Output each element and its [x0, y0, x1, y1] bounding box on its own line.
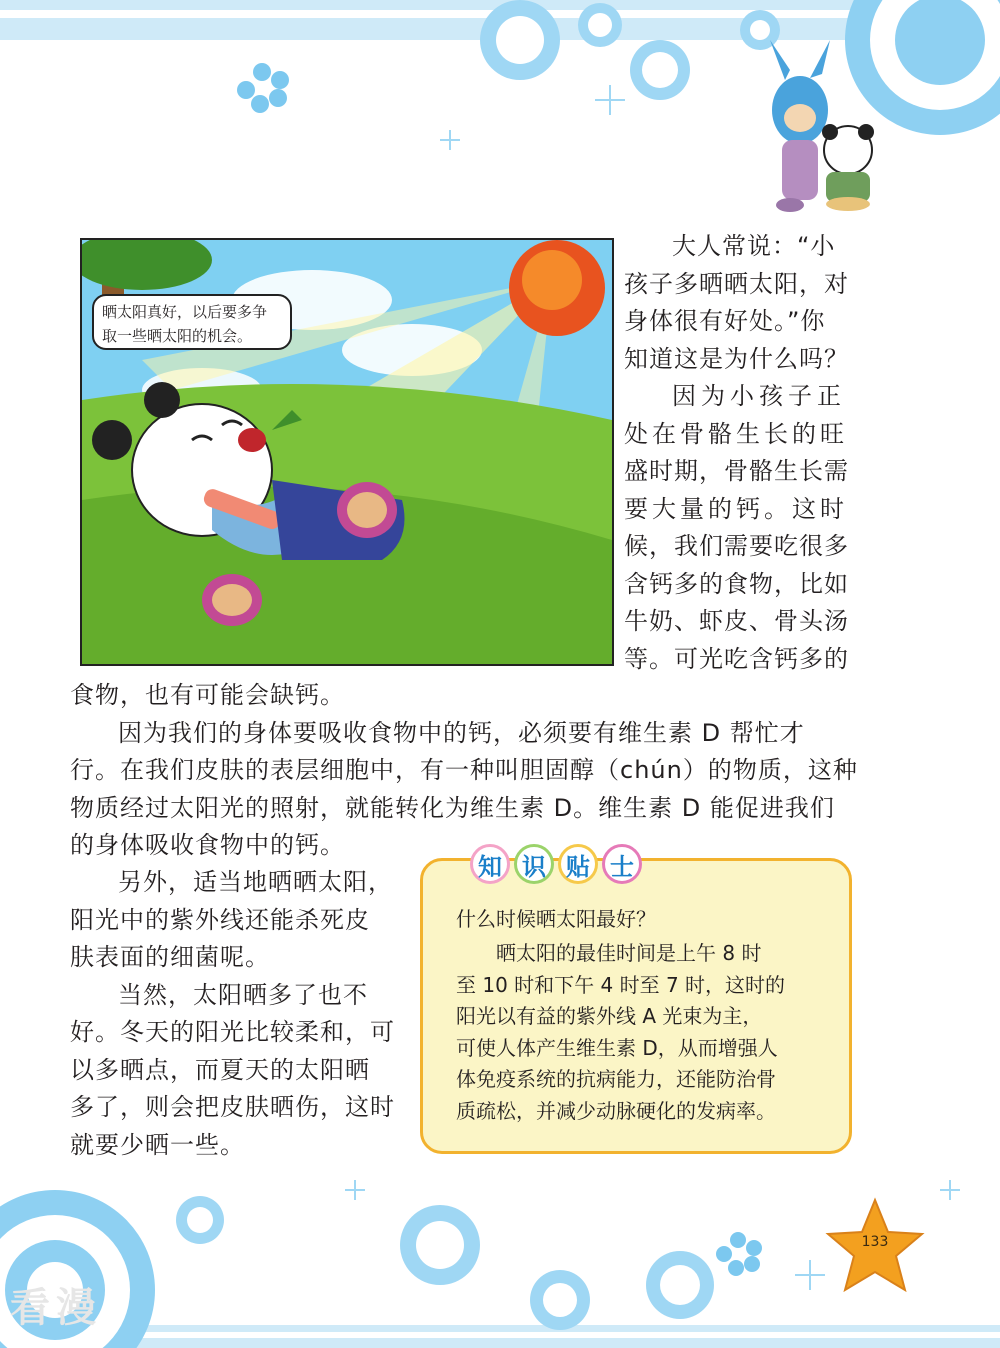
page-number: 133 [861, 1234, 889, 1250]
tips-question: 什么时候晒太阳最好？ [456, 907, 656, 931]
speech-bubble-line: 晒太阳真好，以后要多争 [102, 303, 268, 321]
text-line: 至 10 时和下午 4 时至 7 时，这时的 [456, 972, 786, 997]
tips-title-char: 识 [514, 844, 554, 884]
text-line: 当然，太阳晒多了也不 [118, 980, 368, 1009]
text-line: 以多晒点，而夏天的太阳晒 [70, 1055, 370, 1084]
text-line: 可使人体产生维生素 D，从而增强人 [456, 1035, 778, 1060]
speech-bubble-line: 取一些晒太阳的机会。 [102, 327, 253, 345]
text-line: 行。在我们皮肤的表层细胞中，有一种叫胆固醇（chún）的物质，这种 [70, 756, 858, 784]
mascot-panda [822, 124, 874, 211]
text-line: 质疏松，并减少动脉硬化的发病率。 [456, 1098, 776, 1123]
tips-title-char: 知 [470, 844, 510, 884]
text-line: 身体很有好处。”你 [624, 307, 826, 335]
mascot-rabbit [770, 40, 830, 212]
text-line: 阳光中的紫外线还能杀死皮 [70, 905, 370, 934]
text-line: 就要少晒一些。 [70, 1130, 245, 1159]
text-line: 物质经过太阳光的照射，就能转化为维生素 D。维生素 D 能促进我们 [70, 793, 835, 822]
text-line: 要大量的钙。这时 [624, 494, 848, 523]
text-line: 含钙多的食物，比如 [624, 569, 849, 598]
text-line: 等。可光吃含钙多的 [624, 644, 849, 673]
text-line: 孩子多晒晒太阳，对 [624, 269, 849, 298]
text-line: 晒太阳的最佳时间是上午 8 时 [496, 941, 762, 965]
text-line: 的身体吸收食物中的钙。 [70, 831, 345, 859]
main-paragraph [70, 677, 870, 865]
tips-title-char: 士 [602, 844, 642, 884]
sunbathing-panda-illustration [80, 238, 614, 666]
text-line: 体免疫系统的抗病能力，还能防治骨 [456, 1067, 776, 1091]
watermark: 看漫 [10, 1285, 102, 1331]
text-line: 盛时期，骨骼生长需 [624, 457, 849, 485]
tips-body [456, 938, 826, 1127]
text-line: 另外，适当地晒晒太阳， [118, 868, 393, 896]
text-line: 候，我们需要吃很多 [624, 532, 849, 560]
text-line: 好。冬天的阳光比较柔和，可 [70, 1018, 395, 1046]
sunlight-paragraph [70, 864, 410, 1164]
text-line: 食物，也有可能会缺钙。 [70, 681, 345, 709]
tips-title [470, 844, 642, 886]
text-line: 因为小孩子正 [672, 382, 846, 410]
text-line: 牛奶、虾皮、骨头汤 [624, 607, 849, 635]
tips-title-char: 贴 [558, 844, 598, 884]
text-line: 大人常说：“小 [672, 232, 836, 260]
text-line: 阳光以有益的紫外线 A 光束为主， [456, 1004, 763, 1028]
text-line: 因为我们的身体要吸收食物中的钙，必须要有维生素 D 帮忙才 [118, 718, 805, 747]
text-line: 多了，则会把皮肤晒伤，这时 [70, 1093, 395, 1121]
intro-paragraph [624, 228, 864, 678]
text-line: 肤表面的细菌呢。 [70, 943, 270, 971]
text-line: 知道这是为什么吗？ [624, 344, 849, 373]
text-line: 处在骨骼生长的旺 [624, 419, 848, 448]
speech-bubble [92, 294, 292, 350]
